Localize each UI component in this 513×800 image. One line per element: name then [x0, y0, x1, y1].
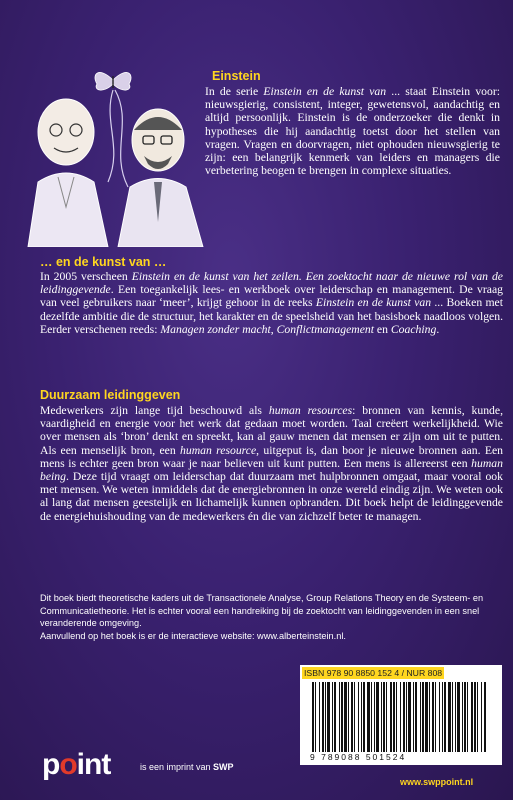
section-title-duurzaam: Duurzaam leidinggeven	[40, 388, 181, 402]
extra-paragraph-2: Aanvullend op het boek is er de interactieve website: www.alberteinstein.nl.	[40, 630, 346, 641]
duurzaam-paragraph: Medewerkers zijn lange tijd beschouwd als human resources: bronnen van kennis, kunde, vaardigheid en energie voor het werk dat gedaan moet worden. Taal creëert werkelijkheid. Wie over mensen als ‘bron’ denkt en spreekt, kan al gauw menen dat mensen er zijn om uit te putten. Als een menselijk bron, een human resource, uitgeput is, dan boor je nieuwe bronnen aan. Een mens is echter geen bron waar je naar believen uit kunt putten. Een mens is allereerst een human being. Deze tijd vraagt om leiderschap dat duurzaam met hulpbronnen omgaat, maar vooral ook met mensen. We weten inmiddels dat de energiebronnen in onze wereld eindig zijn. We weten ook al lang dat mensen geestelijk en lichamelijk kunnen opbranden. Dit boek helpt de leidinggevende de energiehuishouding van de medewerkers én die van zichzelf beter te managen.	[40, 404, 504, 523]
section-title-kunst: … en de kunst van …	[40, 255, 167, 269]
barcode-icon	[310, 682, 490, 752]
barcode-digits: 9 789088 501524	[310, 752, 407, 762]
extra-paragraph-1: Dit boek biedt theoretische kaders uit de Transactionele Analyse, Group Relations Theory en de Systeem- en Communicatietheorie. Het is echter vooral een handreiking bij de zoektocht van leidinggevenden in een snel veranderende omgeving.	[40, 593, 484, 628]
butterfly-icon	[95, 72, 131, 90]
left-man-drawing	[28, 99, 108, 247]
right-man-drawing	[118, 109, 203, 247]
illustration-two-men-butterfly	[18, 52, 213, 247]
isbn-label: ISBN 978 90 8850 152 4 / NUR 808	[304, 668, 443, 678]
kunst-paragraph: In 2005 verscheen Einstein en de kunst van het zeilen. Een zoektocht naar de nieuwe rol van de leidinggevende. Een toegankelijk lees- en werkboek over leiderschap en management. De vraag van veel gebruikers naar ‘meer’, krijgt gehoor in de reeks Einstein en de kunst van ... Boeken met dezelfde ambitie die de structuur, het karakter en de speelsheid van het basisboek naadloos volgen. Eerder verschenen reeds: Managen zonder macht, Conflictmanagement en Coaching.	[40, 270, 503, 336]
einstein-paragraph: In de serie Einstein en de kunst van ... staat Einstein voor: nieuwsgierig, consistent, integer, gewetensvol, aandachtig en altijd persoonlijk. Einstein is de onderzoeker die denkt in hypotheses die hij aandachtig toetst door het stellen van vragen. Vragen en doorvragen, niet ophouden nieuwsgierig te zijn: een belangrijk kenmerk van leiders en managers die verbetering beogen te brengen in complexe situaties.	[205, 85, 500, 178]
extra-info	[40, 592, 510, 642]
point-logo: point	[42, 748, 111, 781]
section-title-einstein: Einstein	[212, 69, 261, 83]
website-link[interactable]: www.swppoint.nl	[400, 777, 474, 787]
imprint-text: is een imprint van SWP	[140, 762, 234, 772]
